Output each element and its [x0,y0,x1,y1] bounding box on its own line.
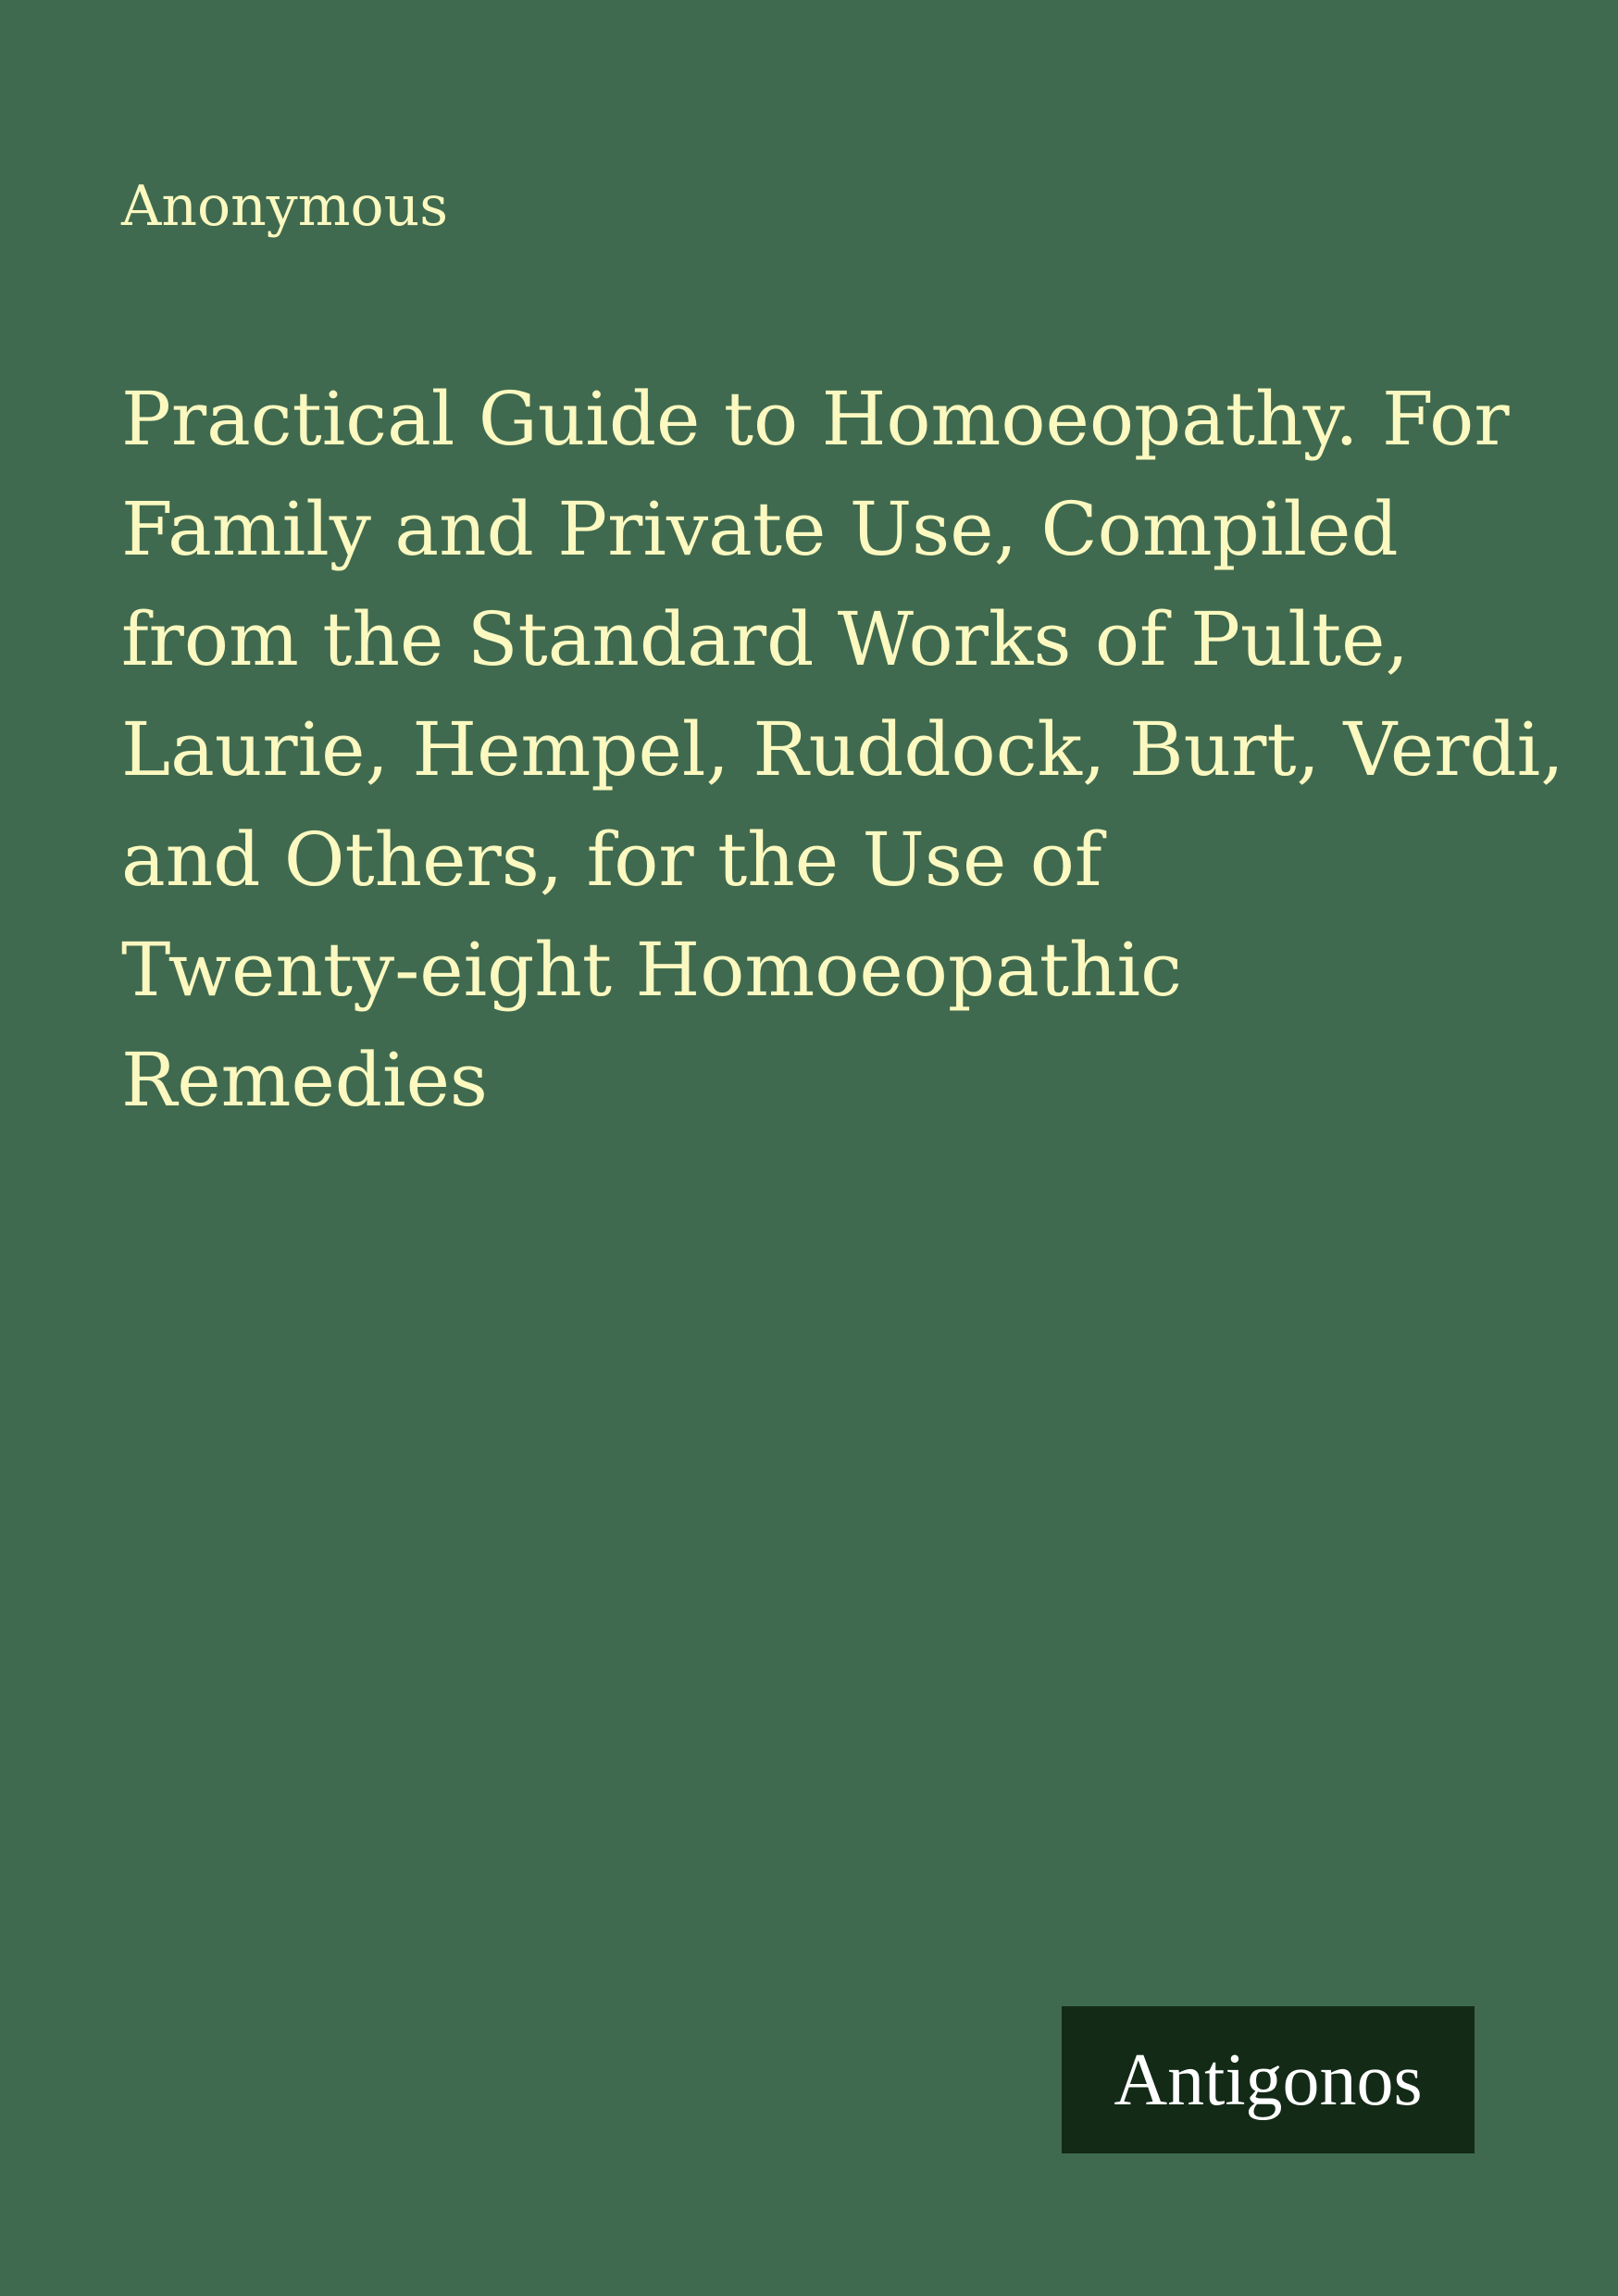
book-title [121,364,1564,1135]
title-line: from the Standard Works of Pulte, [121,596,1409,682]
author-name: Anonymous [121,174,449,239]
title-line: Twenty-eight Homoeopathic [121,927,1182,1013]
publisher-name: Antigonos [1114,2039,1423,2121]
title-line: Laurie, Hempel, Ruddock, Burt, Verdi, [121,706,1564,792]
publisher-logo-box [1062,2006,1475,2153]
title-line: and Others, for the Use of [121,817,1102,903]
title-line: Remedies [121,1037,488,1123]
title-line: Practical Guide to Homoeopathy. For [121,376,1510,462]
title-line: Family and Private Use, Compiled [121,486,1399,572]
